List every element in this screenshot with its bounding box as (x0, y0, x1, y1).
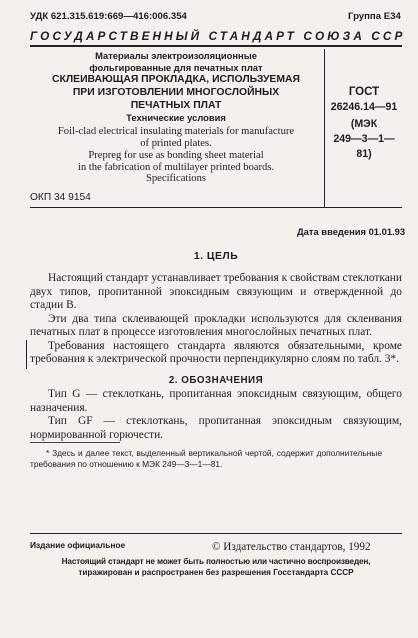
english-line-2: of printed plates. (140, 137, 212, 149)
change-bar (26, 340, 27, 369)
section-2-heading: 2. ОБОЗНАЧЕНИЯ (168, 375, 264, 386)
title-block (30, 50, 322, 185)
english-line-4: in the fabrication of multilayer printed boards. (77, 161, 275, 173)
section-2-body (30, 388, 402, 442)
title-bottom-rule (30, 207, 402, 208)
english-line-1: Foil-clad electrical insulating materials for manufacture (57, 126, 295, 138)
materials-line-1: Материалы электроизоляционные (95, 50, 257, 61)
footer-rule (30, 533, 402, 534)
title-line-2: ПРИ ИЗГОТОВЛЕНИИ МНОГОСЛОЙНЫХ (72, 86, 280, 98)
section-2-paragraph-1: Тип G — стеклоткань, пропитанная эпоксидным связующим, общего назначения. (30, 388, 402, 414)
footnote-text: * Здесь и далее текст, выделенный вертикальной чертой, содержит дополнительные требования по отношению к МЭК 249—3—1—81. (30, 448, 382, 469)
section-1-paragraph-2: Эти два типа склеивающей прокладки используются для склеивания печатных плат в процессе изготовления многослойных печатных плат. (30, 312, 402, 338)
udk-code: УДК 621.315.619:669—416:006.354 (30, 11, 187, 22)
copyright-notice-1: Настоящий стандарт не может быть полностью или частично воспроизведен, (61, 557, 371, 566)
footnote-rule (30, 442, 120, 443)
title-divider (324, 49, 325, 207)
title-line-3: ПЕЧАТНЫХ ПЛАТ (130, 99, 222, 111)
subtitle: Технические условия (126, 112, 226, 124)
section-2-paragraph-2: Тип GF — стеклоткань, пропитанная эпоксидным связующим, нормированной горючести. (30, 415, 402, 441)
gost-block (326, 84, 402, 162)
copyright: © Издательство стандартов, 1992 (212, 541, 371, 553)
introduction-date: Дата введения 01.01.93 (297, 226, 406, 237)
english-line-5: Specifications (145, 173, 206, 185)
okp-code: ОКП 34 9154 (30, 192, 91, 203)
section-1-heading: 1. ЦЕЛЬ (193, 251, 239, 262)
mek-line-2: 249—3—1—81) (333, 133, 395, 160)
official-edition: Издание официальное (30, 540, 126, 550)
mek-line-1: (МЭК (350, 118, 378, 130)
section-1-paragraph-1: Настоящий стандарт устанавливает требования к свойствам стеклоткани двух типов, пропитанной эпоксидным связующим и отвержденной до стадии B. (30, 272, 402, 311)
gost-number: 26246.14—91 (330, 101, 398, 113)
materials-line-2: фольгированные для печатных плат (89, 61, 263, 73)
section-1-body (30, 272, 402, 367)
footnote (30, 448, 382, 469)
state-standard-banner: ГОСУДАРСТВЕННЫЙ СТАНДАРТ СОЮЗА ССР (30, 29, 406, 43)
section-1-paragraph-3: Требования настоящего стандарта являются обязательными, кроме требования к электрической прочности перпендикулярно слоям по табл. 3*. (30, 339, 402, 365)
english-line-3: Prepreg for use as bonding sheet material (88, 149, 264, 161)
top-rule (30, 45, 402, 47)
copyright-notice-2: тиражирован и распространен без разрешения Госстандарта СССР (78, 568, 354, 577)
gost-label: ГОСТ (348, 86, 380, 98)
title-line-1: СКЛЕИВАЮЩАЯ ПРОКЛАДКА, ИСПОЛЬЗУЕМАЯ (52, 74, 300, 85)
group-code: Группа Е34 (348, 11, 401, 22)
